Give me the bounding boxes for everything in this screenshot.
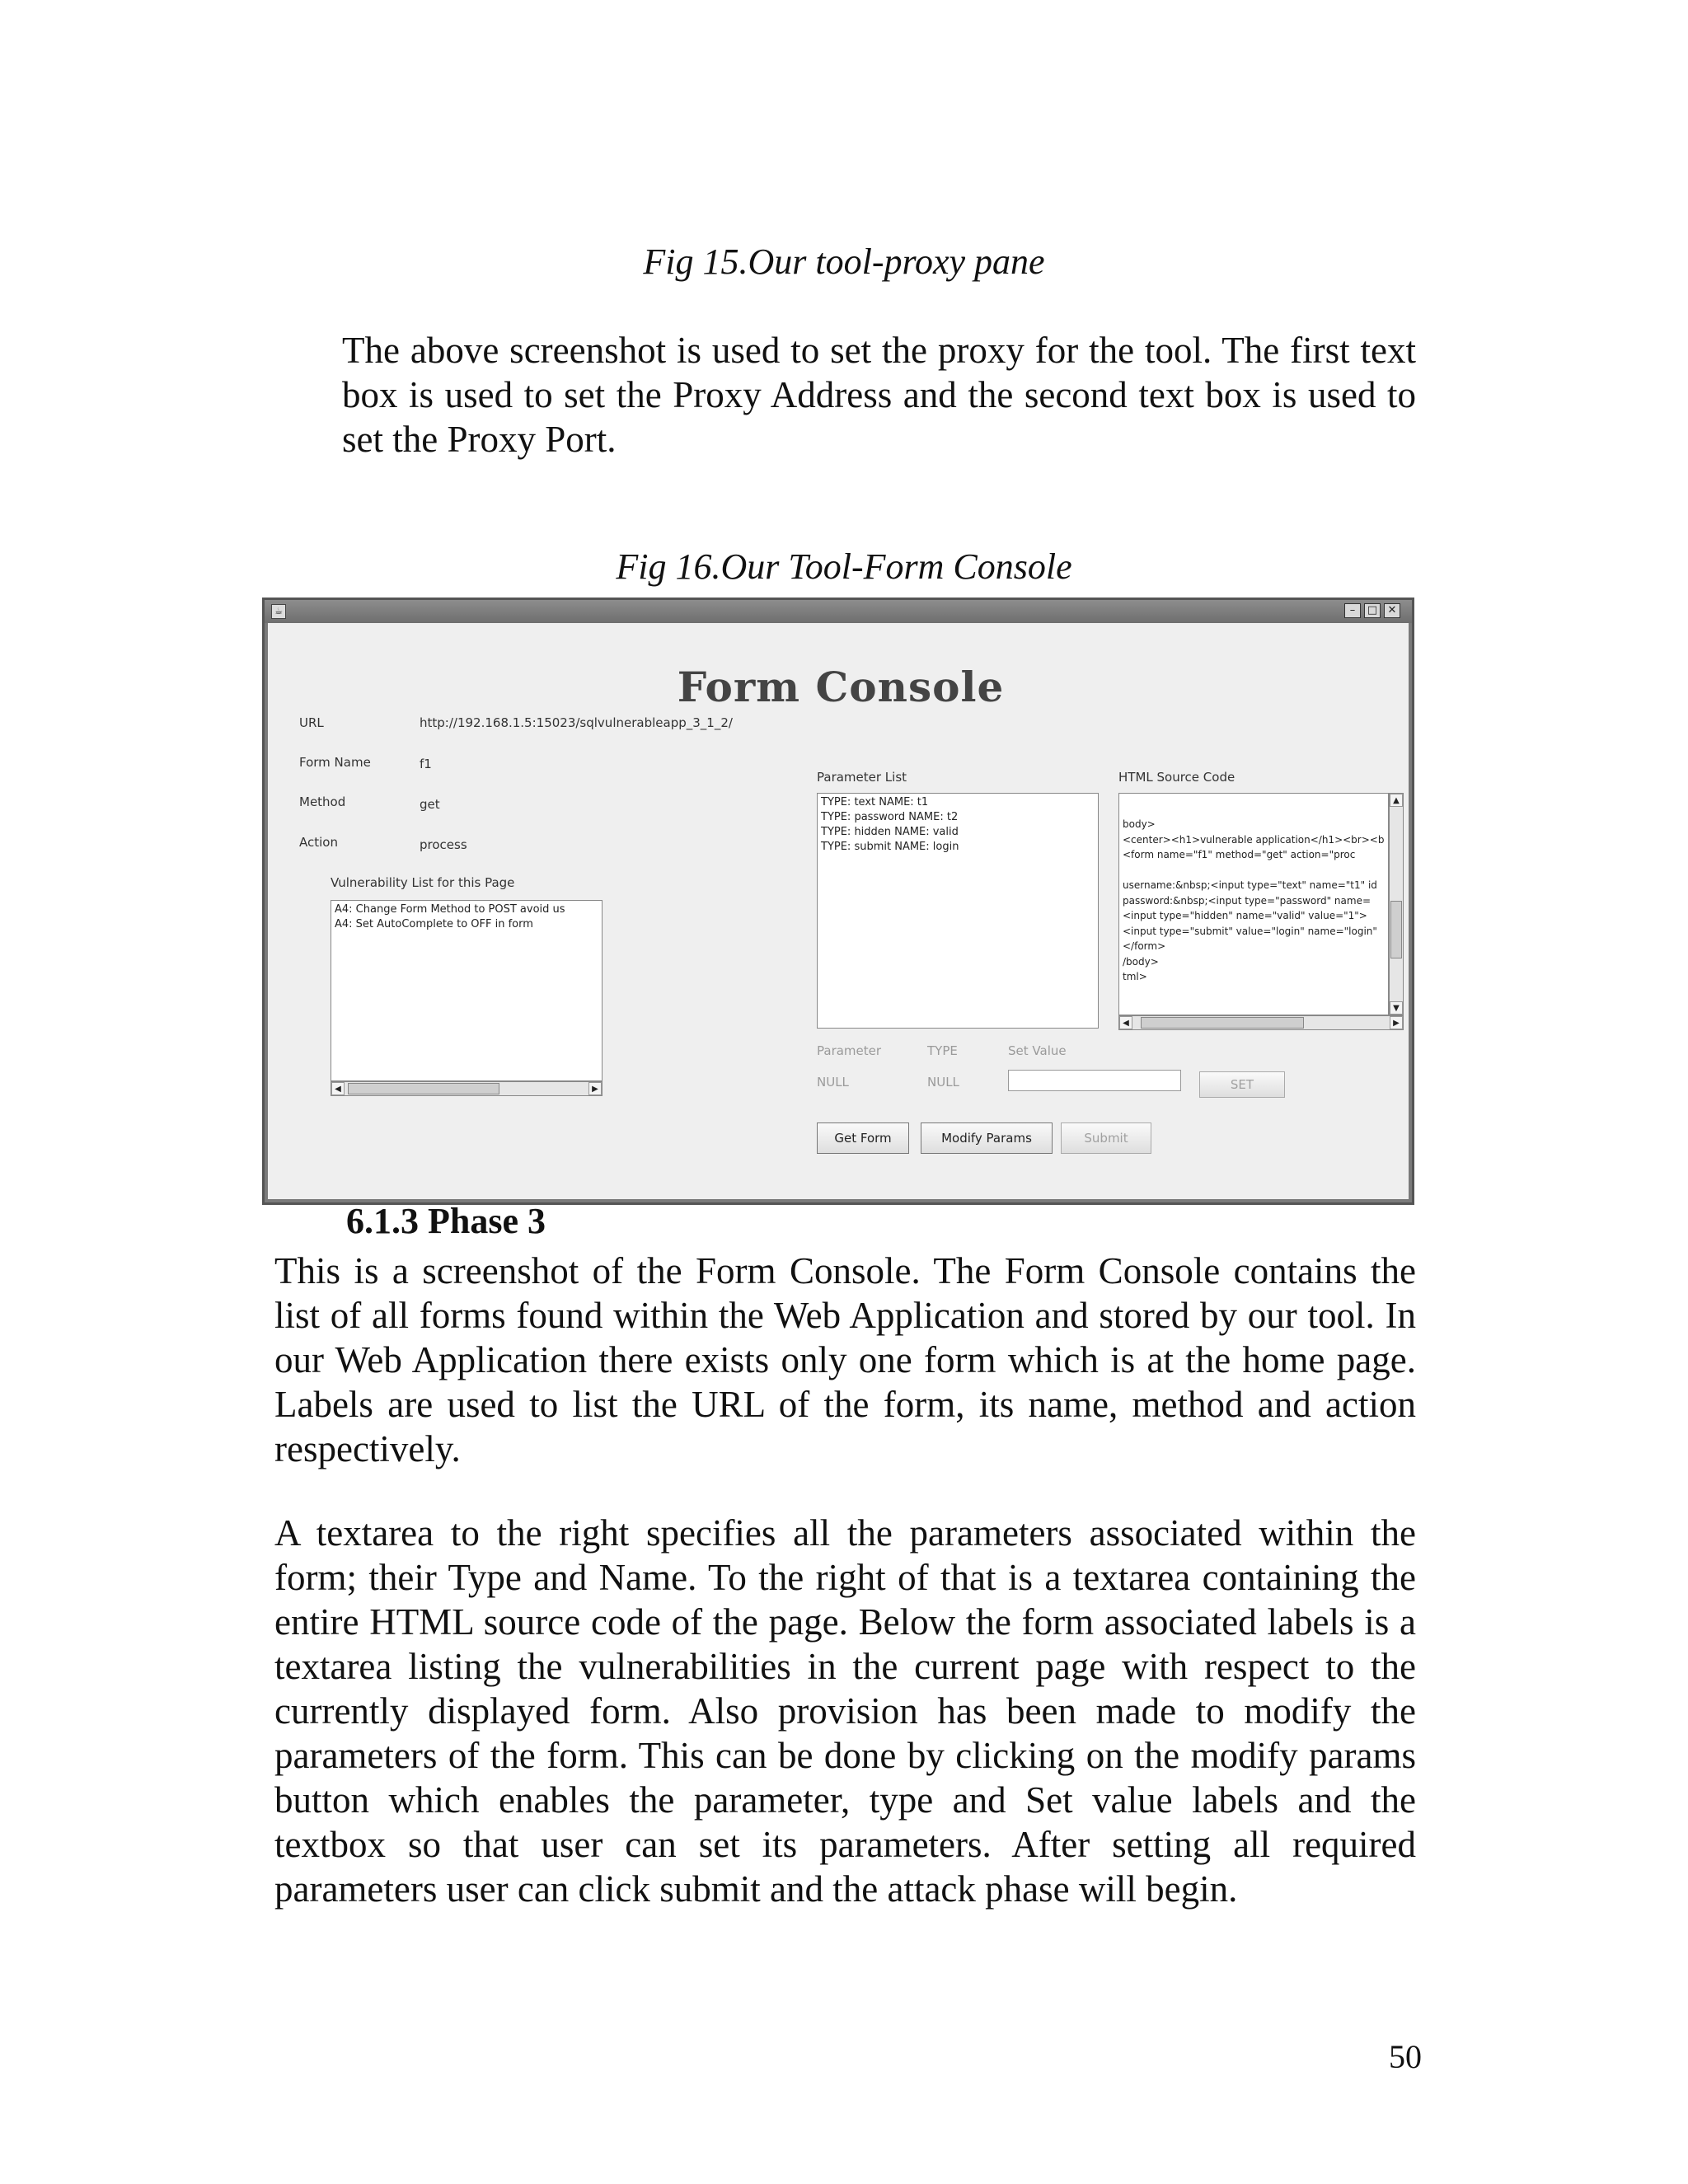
parameter-list-textarea[interactable] (817, 793, 1099, 1029)
vulnerability-list-textarea[interactable] (331, 900, 603, 1081)
vuln-list-label: Vulnerability List for this Page (331, 875, 515, 890)
scroll-thumb[interactable] (1390, 901, 1402, 958)
method-label: Method (299, 794, 346, 809)
proxy-paragraph: The above screenshot is used to set the proxy for the tool. The first text box is used to set the Proxy Address and the second text box is used to set the Proxy Port. (342, 330, 1416, 460)
html-line (1123, 863, 1385, 879)
maximize-icon[interactable]: □ (1364, 603, 1381, 618)
scroll-thumb[interactable] (348, 1083, 499, 1094)
form-name-value: f1 (420, 757, 432, 771)
html-source-vscrollbar[interactable] (1389, 793, 1404, 1015)
scroll-thumb[interactable] (1141, 1017, 1304, 1029)
modify-params-button[interactable]: Modify Params (921, 1122, 1053, 1154)
fig16-caption: Fig 16.Our Tool-Form Console (616, 546, 1072, 587)
html-line: username:&nbsp;<input type="text" name="t1" id (1123, 879, 1377, 891)
html-line: password:&nbsp;<input type="password" name= (1123, 894, 1372, 907)
set-button[interactable]: SET (1199, 1071, 1285, 1098)
scroll-left-icon[interactable]: ◀ (1119, 1016, 1132, 1029)
html-source-label: HTML Source Code (1118, 770, 1236, 785)
html-source-hscrollbar[interactable] (1118, 1015, 1404, 1030)
html-line: body> (1123, 818, 1156, 830)
type-value: NULL (927, 1075, 959, 1090)
url-label: URL (299, 715, 324, 730)
type-label: TYPE (927, 1043, 958, 1058)
minimize-icon[interactable]: – (1344, 603, 1361, 618)
action-label: Action (299, 835, 338, 850)
scroll-right-icon[interactable]: ▶ (588, 1082, 602, 1095)
param-item: TYPE: hidden NAME: valid (821, 826, 959, 838)
parameter-value: NULL (817, 1075, 849, 1090)
html-line: <input type="submit" value="login" name="login" (1123, 925, 1377, 937)
parameter-list-label: Parameter List (817, 770, 907, 785)
vuln-item: A4: Set AutoComplete to OFF in form (335, 918, 533, 930)
html-line: /body> (1123, 955, 1159, 968)
param-item: TYPE: password NAME: t2 (821, 811, 959, 823)
method-value: get (420, 797, 440, 812)
param-item: TYPE: text NAME: t1 (821, 796, 929, 808)
html-line: <form name="f1" method="get" action="proc (1123, 849, 1356, 860)
param-item: TYPE: submit NAME: login (821, 841, 959, 853)
html-source-textarea[interactable] (1118, 793, 1389, 1015)
get-form-button[interactable]: Get Form (817, 1122, 909, 1154)
form-console-title: Form Console (677, 663, 1005, 711)
close-icon[interactable]: ✕ (1384, 603, 1400, 618)
html-line: tml> (1123, 971, 1147, 982)
vuln-list-hscrollbar[interactable] (331, 1081, 603, 1096)
html-line: <input type="hidden" name="valid" value="1"> (1123, 910, 1367, 921)
section-heading: 6.1.3 Phase 3 (346, 1201, 546, 1241)
html-line: </form> (1123, 940, 1166, 952)
vuln-item: A4: Change Form Method to POST avoid us (335, 903, 565, 916)
scroll-down-icon[interactable]: ▼ (1390, 1001, 1403, 1015)
java-app-icon: ☕ (271, 604, 286, 619)
form-console-window (262, 598, 1414, 1205)
html-line: <center><h1>vulnerable application</h1><br><b (1123, 833, 1385, 846)
action-value: process (420, 837, 467, 852)
parameter-label: Parameter (817, 1043, 882, 1058)
window-titlebar (265, 600, 1412, 623)
window-client-area (268, 623, 1409, 1199)
scroll-left-icon[interactable]: ◀ (331, 1082, 345, 1095)
page-number: 50 (1389, 2038, 1422, 2075)
scroll-right-icon[interactable]: ▶ (1390, 1016, 1403, 1029)
submit-button[interactable]: Submit (1061, 1122, 1151, 1154)
set-value-label: Set Value (1008, 1043, 1067, 1058)
fig15-caption: Fig 15.Our tool-proxy pane (643, 241, 1045, 282)
form-console-paragraph: This is a screenshot of the Form Console. The Form Console contains the list of all forms found within the Web Application and stored by our tool. In our Web Application there exists only one form which is at the home page. Labels are used to list the URL of the form, its name, method and action respectively. (274, 1250, 1416, 1469)
form-name-label: Form Name (299, 755, 371, 770)
textarea-paragraph: A textarea to the right specifies all the parameters associated within the form; their Type and Name. To the right of that is a textarea containing the entire HTML source code of the page. Below the form associated labels is a textarea listing the vulnerabilities in the current page with respect to the currently displayed form. Also provision has been made to modify the parameters of the form. This can be done by clicking on the modify params button which enables the parameter, type and Set value labels and the textbox so that user can set its parameters. After setting all required parameters user can click submit and the attack phase will begin. (274, 1512, 1416, 1910)
scroll-up-icon[interactable]: ▲ (1390, 794, 1403, 807)
set-value-input[interactable] (1008, 1070, 1181, 1091)
url-value: http://192.168.1.5:15023/sqlvulnerableapp_3_1_2/ (420, 715, 733, 730)
